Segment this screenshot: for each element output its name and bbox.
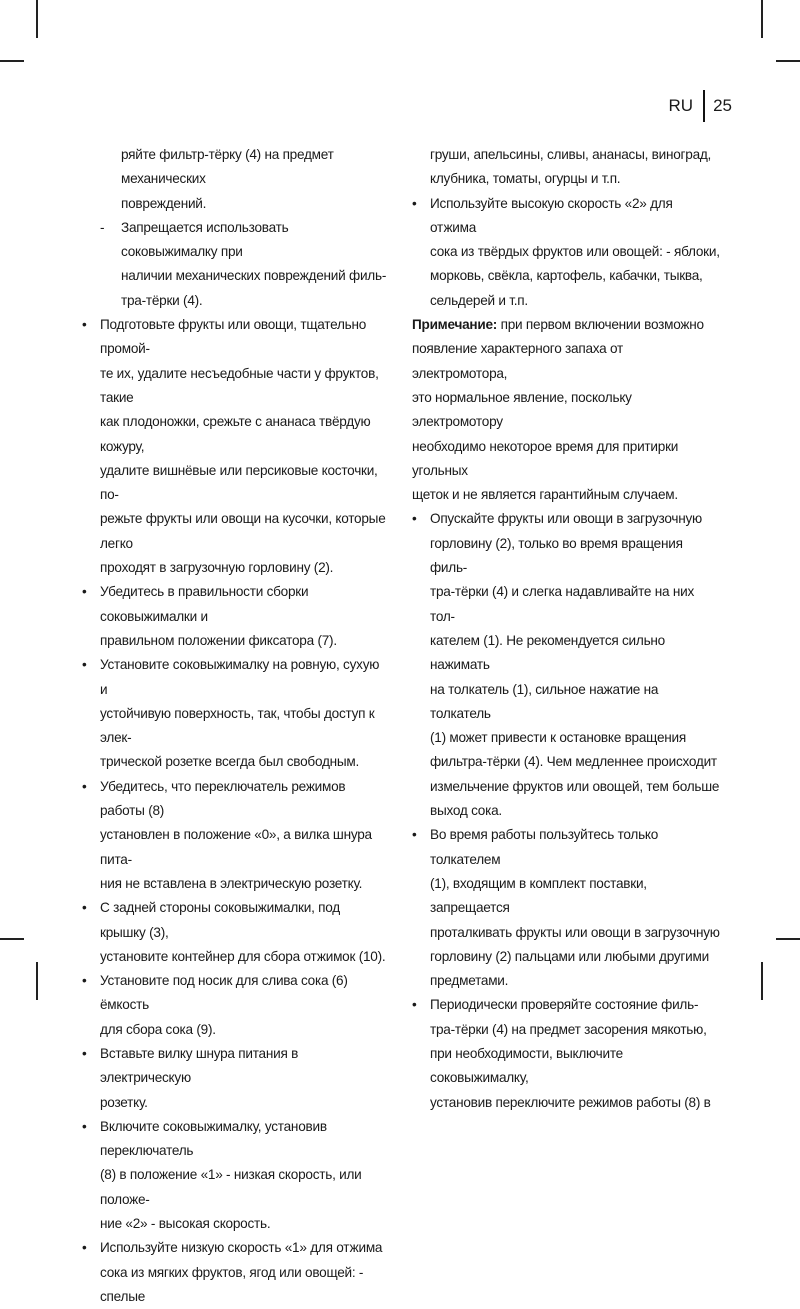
text-line: Убедитесь в правильности сборки соковыжималки и (100, 584, 309, 624)
text-line: кателем (1). Не рекомендуется сильно нажимать (430, 632, 665, 673)
bullet-icon: • (412, 997, 417, 1013)
list-item (82, 1042, 387, 1115)
crop-mark (776, 938, 800, 940)
text-line: режьте фрукты или овощи на кусочки, которые легко (100, 511, 386, 551)
text-line: удалите вишнёвые или персиковые косточки, по- (100, 462, 378, 503)
text-line: тра-тёрки (4) на предмет засорения мякотью, (430, 1021, 707, 1037)
continued-paragraph (412, 143, 720, 192)
crop-mark (761, 962, 763, 1000)
note-paragraph (412, 313, 720, 507)
text-line: морковь, свёкла, картофель, кабачки, тыква, (430, 268, 703, 284)
text-line: Включите соковыжималку, установив переключатель (100, 1118, 327, 1159)
list-item (82, 313, 387, 580)
text-line: тра-тёрки (4) и слегка надавливайте на них тол- (430, 584, 694, 624)
bullet-icon: • (82, 1045, 87, 1061)
text-line: Используйте низкую скорость «1» для отжима (100, 1240, 383, 1256)
text-line: (1), входящим в комплект поставки, запрещается (430, 875, 647, 916)
bullet-icon: • (82, 584, 87, 600)
bullet-icon: • (82, 657, 87, 673)
list-item (82, 1236, 387, 1309)
text-line: Запрещается использовать соковыжималку при (121, 219, 289, 260)
crop-mark (761, 0, 763, 38)
text-line: розетку. (100, 1094, 148, 1110)
bullet-icon: • (82, 900, 87, 916)
text-line: установлен в положение «0», а вилка шнура пита- (100, 827, 372, 867)
list-item (82, 653, 387, 774)
crop-mark (36, 0, 38, 38)
bullet-icon: • (82, 778, 87, 794)
text-line: для сбора сока (9). (100, 1021, 216, 1037)
text-line: ние «2» - высокая скорость. (100, 1216, 271, 1232)
text-line: предметами. (430, 973, 509, 989)
text-line: установите контейнер для сбора отжимок (10). (100, 948, 386, 964)
text-line: Установите под носик для слива сока (6) ёмкость (100, 973, 348, 1013)
text-line: появление характерного запаха от электромотора, (412, 341, 623, 381)
text-line: тра-тёрки (4). (121, 292, 203, 308)
text-line: необходимо некоторое время для притирки угольных (412, 438, 679, 478)
page-header (669, 93, 732, 119)
list-item (82, 580, 387, 653)
text-line: установив переключите режимов работы (8) в (430, 1094, 711, 1110)
text-line: трической розетке всегда был свободным. (100, 754, 360, 770)
crop-mark (0, 938, 24, 940)
text-line: груши, апельсины, сливы, ананасы, виноград, (430, 147, 712, 162)
text-line: устойчивую поверхность, так, чтобы доступ к элек- (100, 705, 375, 746)
crop-mark (776, 60, 800, 62)
list-item (82, 1115, 387, 1236)
text-line: сока из мягких фруктов, ягод или овощей: - спелые (100, 1264, 364, 1304)
text-line: это нормальное явление, поскольку электромотору (412, 389, 632, 430)
text-line: Периодически проверяйте состояние филь- (430, 997, 699, 1013)
list-item (412, 192, 720, 313)
text-line: повреждений. (121, 195, 207, 211)
text-line: те их, удалите несъедобные части у фруктов, такие (100, 365, 379, 405)
crop-mark (36, 962, 38, 1000)
text-line: Убедитесь, что переключатель режимов работы (8) (100, 778, 346, 819)
bullet-icon: • (412, 511, 417, 527)
text-line: ния не вставлена в электрическую розетку. (100, 875, 363, 891)
text-line: как плодоножки, срежьте с ананаса твёрдую кожуру, (100, 414, 371, 454)
dash-list-item (82, 216, 387, 313)
text-line: горловину (2) пальцами или любыми другими (430, 948, 709, 964)
text-line: Примечание: при первом включении возможно (412, 317, 704, 333)
bullet-icon: • (412, 195, 417, 211)
text-line: горловину (2), только во время вращения филь- (430, 535, 683, 576)
text-line: (1) может привести к остановке вращения (430, 730, 686, 746)
language-code: RU (668, 96, 694, 115)
text-line: измельчение фруктов или овощей, тем больше (430, 778, 720, 794)
text-line: на толкатель (1), сильное нажатие на толкатель (430, 681, 659, 721)
text-line: Используйте высокую скорость «2» для отжима (430, 195, 673, 235)
text-line: (8) в положение «1» - низкая скорость, или положе- (100, 1167, 362, 1207)
text-line: Подготовьте фрукты или овощи, тщательно промой- (100, 317, 367, 357)
text-line: щеток и не является гарантийным случаем. (412, 487, 678, 503)
text-line: сока из твёрдых фруктов или овощей: - яблоки, (430, 244, 720, 260)
text-line: Установите соковыжималку на ровную, сухую и (100, 657, 380, 697)
note-label: Примечание: (412, 317, 498, 333)
left-column (82, 143, 387, 1309)
text-line: Опускайте фрукты или овощи в загрузочную (430, 511, 702, 527)
continued-paragraph (82, 143, 387, 216)
bullet-icon: • (82, 1118, 87, 1134)
text-line: ряйте фильтр-тёрку (4) на предмет механических (121, 147, 334, 187)
text-line: правильном положении фиксатора (7). (100, 632, 337, 648)
text-line: проталкивать фрукты или овощи в загрузочную (430, 924, 720, 940)
bullet-icon: • (82, 317, 87, 333)
text-line: С задней стороны соковыжималки, под крышку (3), (100, 900, 340, 940)
bullet-icon: • (82, 973, 87, 989)
right-column (412, 143, 720, 1115)
list-item (412, 507, 720, 823)
text-line: наличии механических повреждений филь- (121, 268, 387, 284)
text-line: при необходимости, выключите соковыжималку, (430, 1045, 623, 1086)
text-line: Во время работы пользуйтесь только толкателем (430, 827, 659, 867)
page-number: 25 (713, 96, 732, 115)
bullet-icon: • (412, 827, 417, 843)
text-line: проходят в загрузочную горловину (2). (100, 560, 334, 576)
list-item (82, 969, 387, 1042)
text-line: выход сока. (430, 803, 502, 819)
list-item (82, 896, 387, 969)
text-line: фильтра-тёрки (4). Чем медленнее происходит (430, 754, 717, 770)
text-line: Вставьте вилку шнура питания в электрическую (100, 1045, 299, 1086)
list-item (82, 775, 387, 896)
text-line: клубника, томаты, огурцы и т.п. (430, 171, 621, 187)
crop-mark (0, 60, 24, 62)
dash-marker: - (100, 219, 105, 235)
bullet-icon: • (82, 1240, 87, 1256)
text-line: сельдерей и т.п. (430, 292, 528, 308)
list-item (412, 823, 720, 993)
header-divider (703, 90, 705, 122)
list-item (412, 993, 720, 1114)
